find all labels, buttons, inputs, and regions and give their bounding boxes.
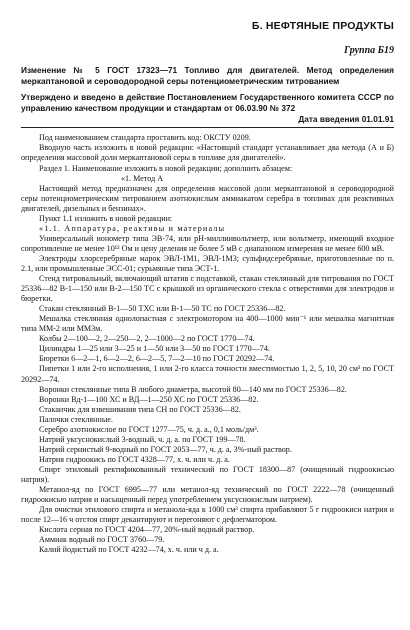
paragraph-electrodes: Электроды хлорсеребряные марок ЭВЛ-1М1, ЭВЛ-1М3; сульфидсеребряные, приготовленные по п. 2.1, или промышленные ЭСС-01; сурьмяные типа ЭСТ-1. [21, 253, 394, 273]
paragraph-titration-stand: Стенд титровальный, включающий штатив с подставкой, стакан стеклянный для титрования по ГОСТ 25336—82 В-1—150 или В-2—150 ТС с крышкой из органического стекла с отверстиями для электродов и бюретки. [21, 274, 394, 304]
section-title: Б. НЕФТЯНЫЕ ПРОДУКТЫ [251, 20, 394, 32]
paragraph-funnels: Воронки стеклянные типа В любого диаметра, высотой 80—140 мм по ГОСТ 25336—82. [39, 384, 347, 394]
paragraph-glass-rods: Палочки стеклянные. [39, 414, 113, 424]
paragraph-sodium-hydroxide: Натрия гидроокись по ГОСТ 4328—77, х. ч. или ч. д. а. [39, 454, 230, 464]
paragraph-methanol: Метанол-яд по ГОСТ 6995—77 или метанол-яд технический по ГОСТ 2222—78 (очищенный гидроокисью натрия и насыщенный перед употреблением уксуснокислым натрием). [21, 485, 394, 505]
paragraph-cylinders: Цилиндры 1—25 или 3—25 и 1—50 или 3—50 по ГОСТ 1770—74. [39, 344, 270, 354]
paragraph-stirrer: Мешалка стеклянная однолопастная с электромотором на 400—1000 мин⁻¹ или мешалка магнитная типа ММ-2 или ММ3м. [21, 314, 394, 334]
approval-statement: Утверждено и введено в действие Постановлением Государственного комитета СССР по управлению качеством продукции и стандартам от 06.03.90 № 372 [21, 92, 394, 113]
paragraph-sulfuric-acid: Кислота серная по ГОСТ 4204—77, 20%-ный водный раствор. [39, 525, 255, 535]
paragraph-pipettes: Пипетки 1 или 2-го исполнения, 1 или 2-го класса точности вместимостью 1, 2, 5, 10, 20 см³ по ГОСТ 20292—74. [21, 364, 394, 384]
paragraph-section-1-change: Раздел 1. Наименование изложить в новой редакции; дополнить абзацем: [39, 163, 293, 173]
paragraph-flasks: Колбы 2—100—2, 2—250—2, 2—1000—2 по ГОСТ 1770—74. [39, 334, 255, 344]
paragraph-weighing-cup: Стаканчик для взвешивания типа СН по ГОСТ 25336—82. [39, 404, 241, 414]
change-notice-title: Изменение № 5 ГОСТ 17323—71 Топливо для двигателей. Метод определения меркаптановой и сероводородной серы потенциометрическим титрованием [21, 65, 394, 86]
group-code: Группа Б19 [343, 45, 394, 56]
paragraph-ionometer: Универсальный ионометр типа ЭВ-74, или pH-миллиивольтметр, или вольтметр, имеющий входное сопротивление не менее 10¹² Ом и цену деления не более 5 мВ с диапазоном измерения не менее 600 мВ. [21, 233, 394, 253]
paragraph-silver-nitrate: Серебро азотнокислое по ГОСТ 1277—75, ч. д. а., 0,1 моль/дм³. [39, 424, 259, 434]
effective-date: Дата введения 01.01.91 [298, 114, 394, 125]
paragraph-ammonia: Аммиак водный по ГОСТ 3760—79. [39, 535, 165, 545]
method-a-heading: «1. Метод А [121, 173, 164, 183]
paragraph-ethyl-alcohol: Спирт этиловый ректификованный технический по ГОСТ 18300—87 (очищенный гидроокисью натрия). [21, 464, 394, 484]
document-body [21, 133, 394, 555]
paragraph-alcohol-purification: Для очистки этилового спирта и метанола-яда к 1000 см³ спирта прибавляют 5 г гидроокиси натрия и после 12—16 ч отстоя спирт декантируют и перегоняют с дефлегматором. [21, 505, 394, 525]
paragraph-intro-change: Вводную часть изложить в новой редакции: «Настоящий стандарт устанавливает два метода (А и Б) определения массовой доли меркаптановой серы в топливе для двигателей». [21, 143, 394, 163]
paragraph-burettes: Бюретки 6—2—1, 6—2—2, 6—2—5, 7—2—10 по ГОСТ 20292—74. [39, 354, 275, 364]
paragraph-method-purpose: Настоящий метод предназначен для определения массовой доли меркаптановой и сероводородной серы потенциометрическим титрованием азотнокислым аммиакатом серебра в топливах для реактивных двигателей, дизельных и бензинах». [21, 183, 394, 213]
paragraph-funnels-vd: Воронки Вд-1—100 ХС и ВД—1—250 ХС по ГОСТ 25336—82. [39, 394, 259, 404]
clause-1-1-heading: «1.1. Аппаратура, реактивы и материалы [39, 223, 226, 233]
divider-rule [21, 127, 394, 128]
paragraph-potassium-iodide: Калий йодистый по ГОСТ 4232—74, х. ч. или ч д. а. [39, 545, 219, 555]
paragraph-glass-beaker: Стакан стеклянный В-1—50 ТХС или В-1—50 ТС по ГОСТ 25336—82. [39, 304, 286, 314]
paragraph-clause-1-1-change: Пункт 1.1 изложить в новой редакции: [39, 213, 173, 223]
paragraph-okstu-code: Под наименованием стандарта проставить код: ОКСТУ 0209. [39, 133, 251, 143]
paragraph-sodium-acetate: Натрий уксуснокислый 3-водный, ч. д. а. по ГОСТ 199—78. [39, 434, 246, 444]
paragraph-sodium-sulfide: Натрий сернистый 9-водный по ГОСТ 2053—77, ч. д. а, 3%-ный раствор. [39, 444, 292, 454]
